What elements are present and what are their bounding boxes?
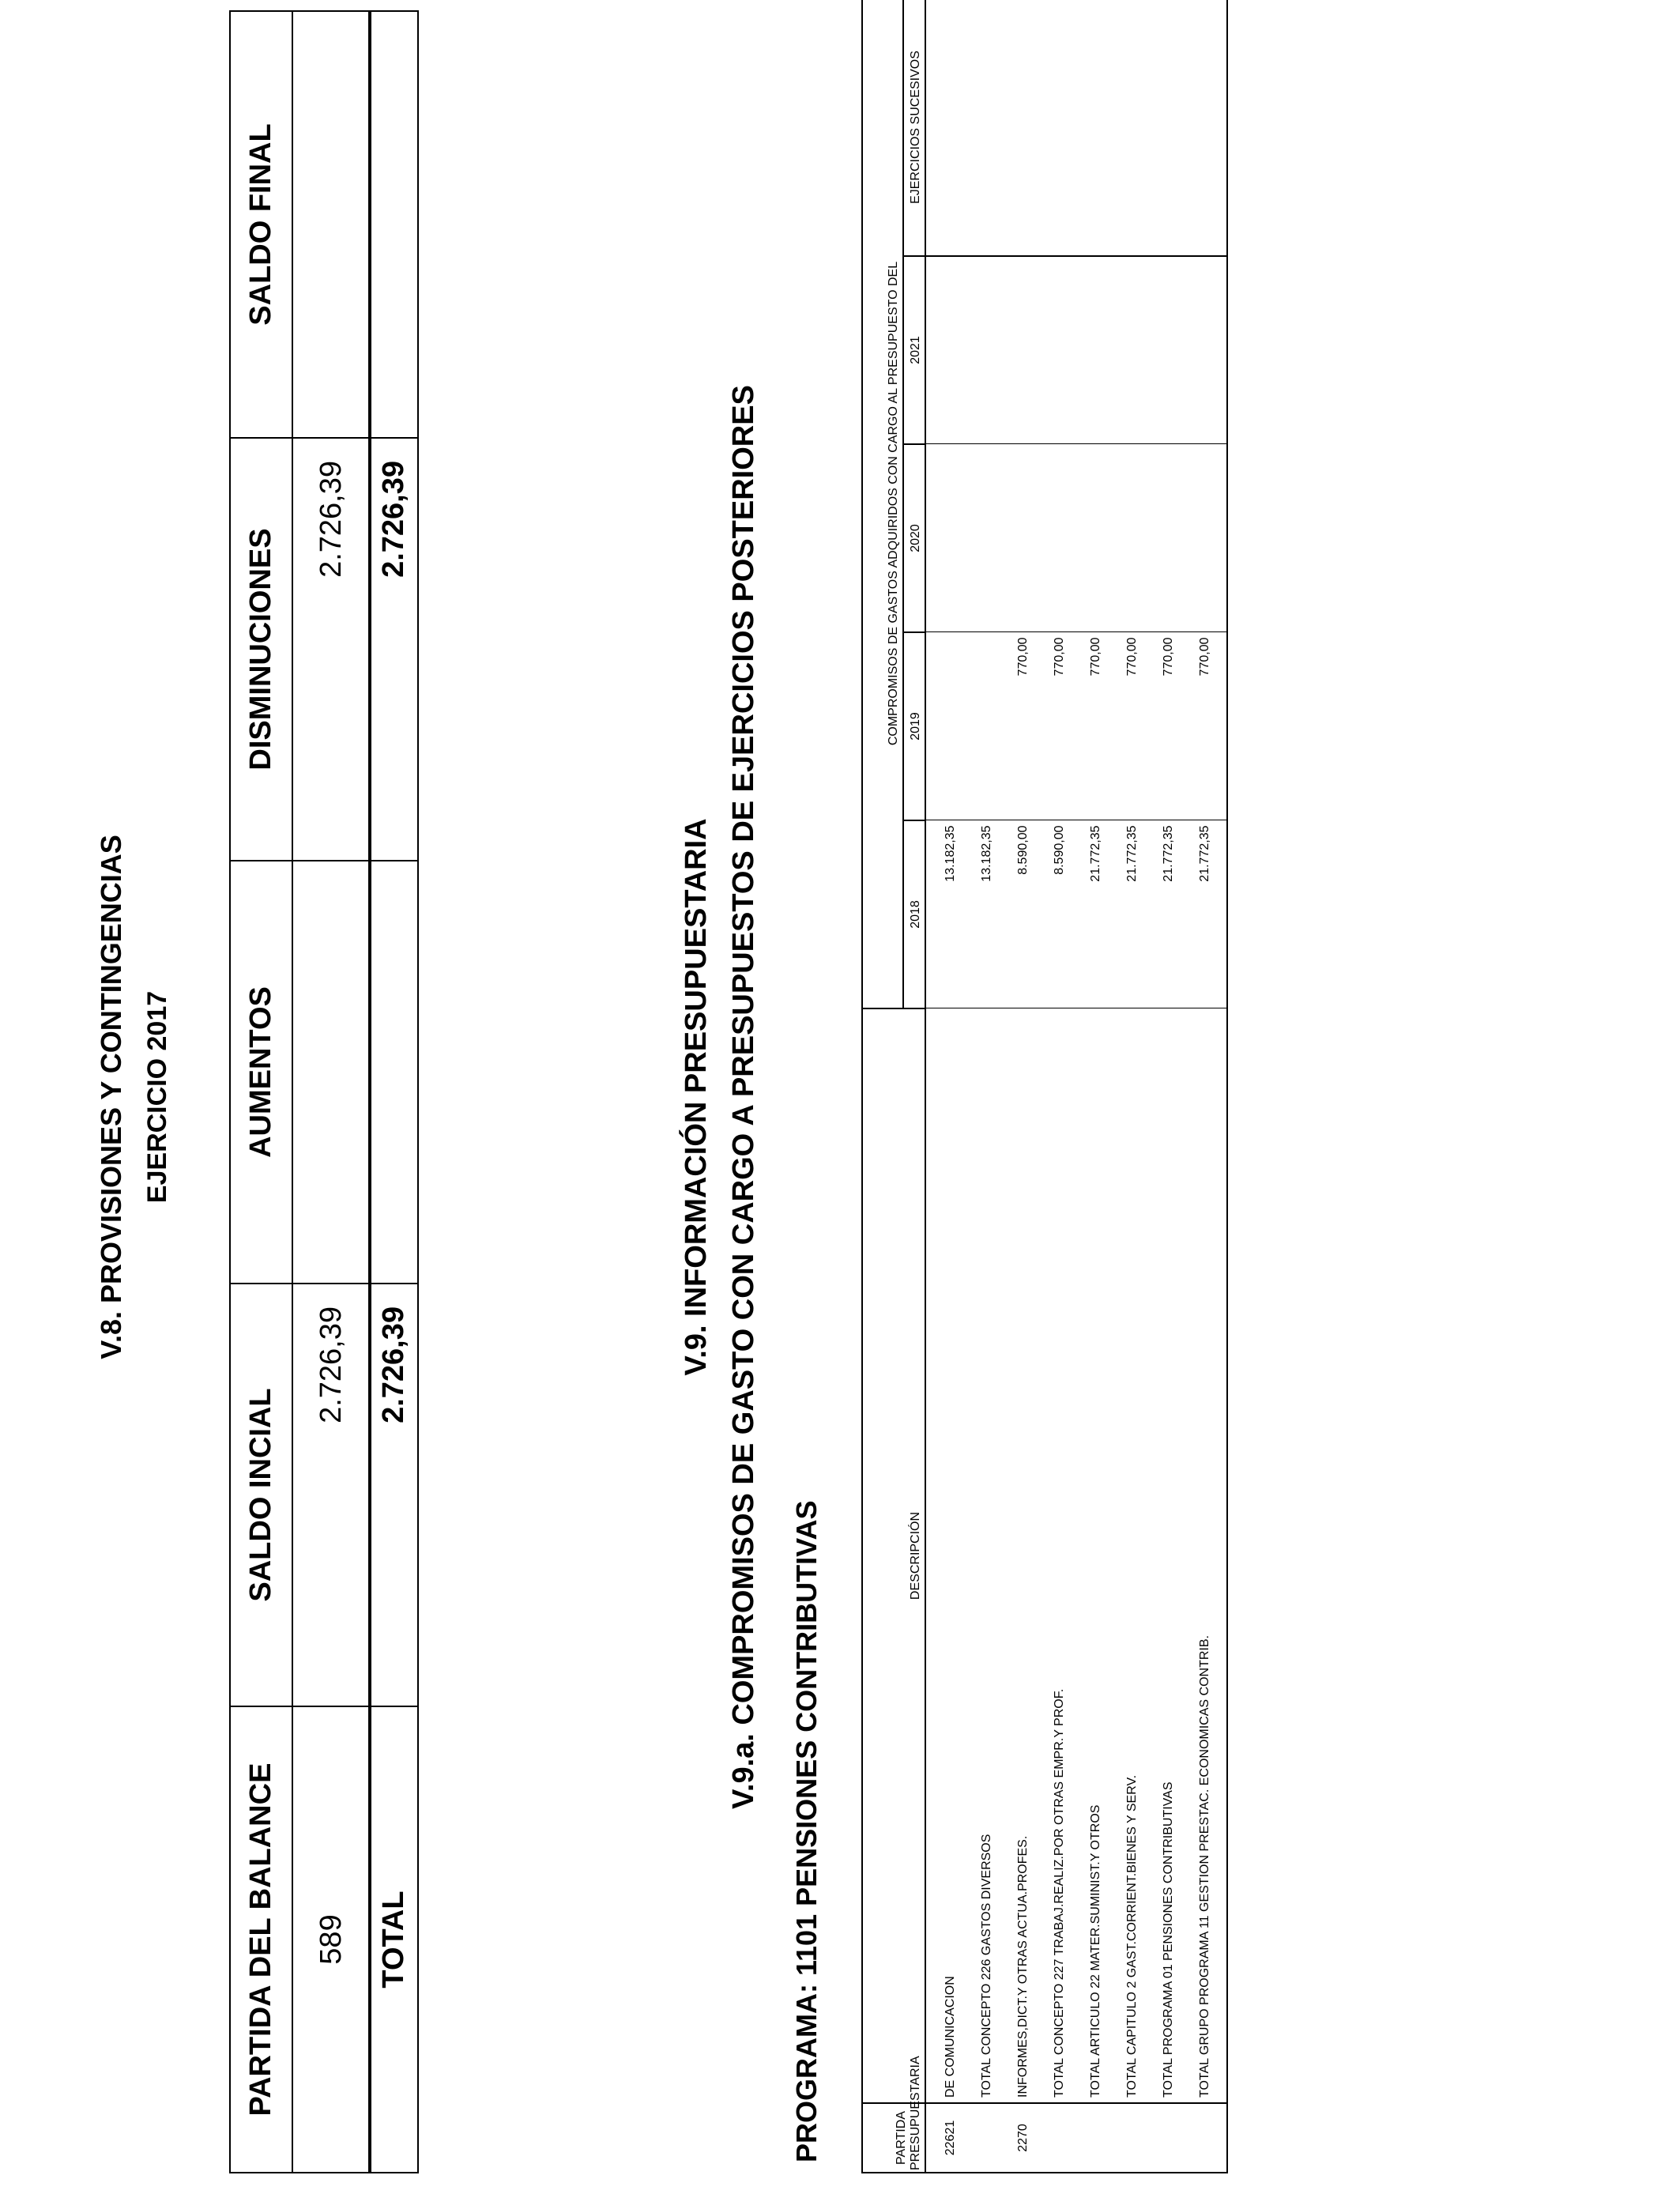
- header-year-2020: 2020: [903, 444, 925, 632]
- row-value-2021: [1114, 262, 1151, 439]
- row-value-2021: [1005, 262, 1042, 439]
- row-value-2018: 21.772,35: [1162, 825, 1175, 882]
- column-sucesivos: [925, 0, 1227, 256]
- programa-heading: PROGRAMA: 1101 PENSIONES CONTRIBUTIVAS: [790, 1500, 823, 2162]
- row-value-2021: [932, 262, 969, 439]
- provisiones-data-row: [292, 11, 371, 2173]
- row-value-2020: [969, 450, 1005, 628]
- row-value-2019: [969, 638, 1005, 816]
- row-value-2018: 21.772,35: [1198, 825, 1211, 882]
- row-value-2021: [1078, 262, 1114, 439]
- provisiones-total-row: [369, 11, 418, 2173]
- provisiones-header-row: [230, 11, 292, 2173]
- header-saldo-final: SALDO FINAL: [230, 11, 292, 438]
- row-value-2020: [1187, 450, 1223, 628]
- header-disminuciones: DISMINUCIONES: [230, 438, 292, 861]
- compromisos-header-row: [862, 0, 903, 2173]
- row-value-2019: 770,00: [1162, 637, 1175, 677]
- row-partida: [1042, 2109, 1078, 2167]
- total-disminuciones: 2.726,39: [369, 438, 418, 861]
- row-partida: [969, 2109, 1005, 2167]
- cell-partida: 589: [292, 1706, 371, 2173]
- total-saldo-inicial: 2.726,39: [369, 1284, 418, 1706]
- row-value-sucesivos: [1078, 4, 1114, 251]
- row-value-2018: 21.772,35: [1089, 825, 1102, 882]
- header-compromisos: COMPROMISOS DE GASTOS ADQUIRIDOS CON CARGO AL PRESUPUESTO DEL: [862, 0, 903, 1008]
- v8-subtitle: EJERCICIO 2017: [142, 990, 172, 1204]
- row-descripcion: TOTAL ARTICULO 22 MATER.SUMINIST.Y OTROS: [1089, 1804, 1102, 2098]
- row-partida: [1078, 2109, 1114, 2167]
- v8-title: V.8. PROVISIONES Y CONTINGENCIAS: [95, 835, 127, 1359]
- header-descripcion: DESCRIPCIÓN: [862, 1008, 925, 2103]
- compromisos-body: [925, 0, 1227, 2173]
- total-aumentos: [369, 861, 418, 1284]
- row-value-2020: [1078, 450, 1114, 628]
- header-year-2019: 2019: [903, 632, 925, 820]
- row-value-2020: [1042, 450, 1078, 628]
- cell-saldo-inicial: 2.726,39: [292, 1284, 371, 1706]
- cell-disminuciones: 2.726,39: [292, 438, 371, 861]
- column-partida: [925, 2103, 1227, 2173]
- row-value-2018: 13.182,35: [980, 825, 993, 882]
- header-partida-presupuestaria: PARTIDA PRESUPUESTARIA: [862, 2103, 925, 2173]
- row-value-2019: 770,00: [1125, 637, 1139, 677]
- row-value-sucesivos: [1151, 4, 1187, 251]
- column-2021: [925, 256, 1227, 444]
- row-value-sucesivos: [1114, 4, 1151, 251]
- v9-title: V.9. INFORMACIÓN PRESUPUESTARIA: [680, 818, 713, 1376]
- row-descripcion: DE COMUNICACION: [944, 1976, 957, 2098]
- row-value-2018: 8.590,00: [1053, 825, 1066, 875]
- row-value-2020: [1114, 450, 1151, 628]
- column-2018: [925, 820, 1227, 1008]
- row-descripcion: TOTAL CONCEPTO 227 TRABAJ.REALIZ.POR OTRAS EMPR.Y PROF.: [1053, 1688, 1066, 2098]
- provisiones-total-table: [368, 10, 419, 2173]
- row-value-2021: [969, 262, 1005, 439]
- row-value-2020: [1151, 450, 1187, 628]
- header-year-2021: 2021: [903, 256, 925, 444]
- total-label: TOTAL: [369, 1706, 418, 2173]
- row-partida: [1151, 2109, 1187, 2167]
- row-partida: [1114, 2109, 1151, 2167]
- row-value-2021: [1042, 262, 1078, 439]
- row-descripcion: INFORMES,DICT.Y OTRAS ACTUA.PROFES.: [1016, 1835, 1030, 2098]
- row-value-sucesivos: [1187, 4, 1223, 251]
- row-partida: [1187, 2109, 1223, 2167]
- row-value-sucesivos: [969, 4, 1005, 251]
- row-value-sucesivos: [1042, 4, 1078, 251]
- row-partida: 2270: [1016, 2124, 1030, 2152]
- row-value-2018: 8.590,00: [1016, 825, 1030, 875]
- row-descripcion: TOTAL GRUPO PROGRAMA 11 GESTION PRESTAC. ECONOMICAS CONTRIB.: [1198, 1635, 1211, 2098]
- row-value-sucesivos: [932, 4, 969, 251]
- row-descripcion: TOTAL PROGRAMA 01 PENSIONES CONTRIBUTIVAS: [1162, 1781, 1175, 2098]
- header-saldo-inicial: SALDO INCIAL: [230, 1284, 292, 1706]
- row-value-2021: [1151, 262, 1187, 439]
- total-saldo-final: [369, 11, 418, 438]
- header-aumentos: AUMENTOS: [230, 861, 292, 1284]
- header-partida-balance: PARTIDA DEL BALANCE: [230, 1706, 292, 2173]
- provisiones-table: [229, 10, 371, 2173]
- cell-aumentos: [292, 861, 371, 1284]
- column-2020: [925, 444, 1227, 632]
- row-value-sucesivos: [1005, 4, 1042, 251]
- row-descripcion: TOTAL CONCEPTO 226 GASTOS DIVERSOS: [980, 1834, 993, 2098]
- row-value-2018: 21.772,35: [1125, 825, 1139, 882]
- row-value-2018: 13.182,35: [944, 825, 957, 882]
- row-value-2020: [932, 450, 969, 628]
- column-2019: [925, 632, 1227, 820]
- column-descripcion: [925, 1008, 1227, 2103]
- v9a-subtitle: V.9.a. COMPROMISOS DE GASTO CON CARGO A PRESUPUESTOS DE EJERCICIOS POSTERIORES: [727, 385, 760, 1809]
- header-year-2018: 2018: [903, 820, 925, 1008]
- row-value-2019: 770,00: [1016, 637, 1030, 677]
- row-value-2020: [1005, 450, 1042, 628]
- header-ejercicios-sucesivos: EJERCICIOS SUCESIVOS: [903, 0, 925, 256]
- row-value-2019: 770,00: [1053, 637, 1066, 677]
- cell-saldo-final: [292, 11, 371, 438]
- row-value-2021: [1187, 262, 1223, 439]
- row-value-2019: [932, 638, 969, 816]
- row-partida: 22621: [944, 2120, 957, 2156]
- compromisos-table: [861, 0, 1228, 2173]
- row-value-2019: 770,00: [1198, 637, 1211, 677]
- row-value-2019: 770,00: [1089, 637, 1102, 677]
- row-descripcion: TOTAL CAPITULO 2 GAST.CORRIENT.BIENES Y SERV.: [1125, 1774, 1139, 2098]
